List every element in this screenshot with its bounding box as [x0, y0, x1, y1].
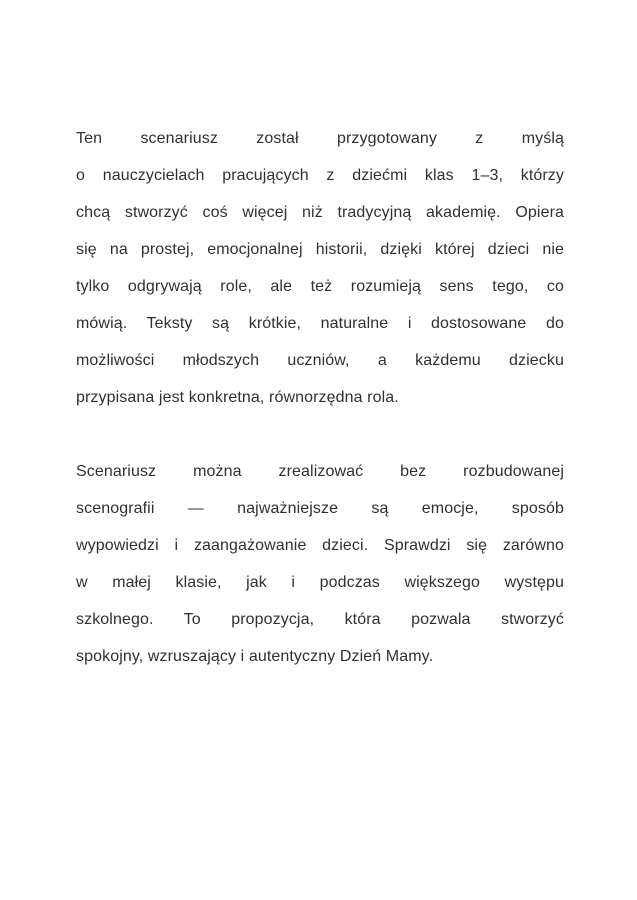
text-line: w małej klasie, jak i podczas większego występu — [76, 574, 564, 591]
text-content — [76, 120, 564, 712]
text-line: o nauczycielach pracujących z dziećmi klas 1–3, którzy — [76, 167, 564, 184]
text-line: scenografii — najważniejsze są emocje, sposób — [76, 500, 564, 517]
text-line: Ten scenariusz został przygotowany z myślą — [76, 130, 564, 147]
text-line: tylko odgrywają role, ale też rozumieją sens tego, co — [76, 278, 564, 295]
text-line: spokojny, wzruszający i autentyczny Dzień Mamy. — [76, 648, 434, 665]
text-line: wypowiedzi i zaangażowanie dzieci. Sprawdzi się zarówno — [76, 537, 564, 554]
text-line: przypisana jest konkretna, równorzędna rola. — [76, 389, 399, 406]
text-line: szkolnego. To propozycja, która pozwala stworzyć — [76, 611, 564, 628]
text-line: Scenariusz można zrealizować bez rozbudowanej — [76, 463, 564, 480]
text-line: mówią. Teksty są krótkie, naturalne i dostosowane do — [76, 315, 564, 332]
text-line: się na prostej, emocjonalnej historii, dzięki której dzieci nie — [76, 241, 564, 258]
text-line: możliwości młodszych uczniów, a każdemu dziecku — [76, 352, 564, 369]
paragraph-1 — [76, 120, 564, 416]
paragraph-2 — [76, 453, 564, 675]
text-line: chcą stworzyć coś więcej niż tradycyjną akademię. Opiera — [76, 204, 564, 221]
